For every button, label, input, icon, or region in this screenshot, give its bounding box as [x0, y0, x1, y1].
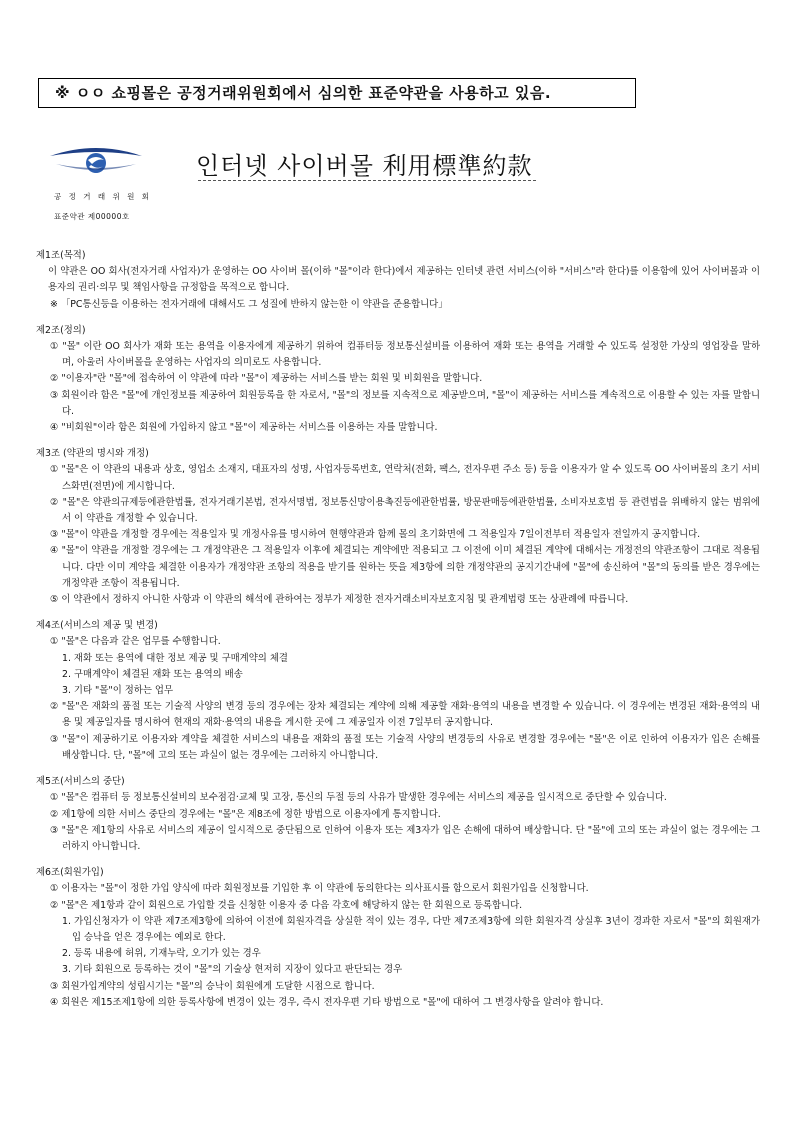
article-clause: 3. 기타 회원으로 등록하는 것이 "몰"의 기술상 현저히 지장이 있다고 판단되는 경우: [62, 964, 403, 976]
article-clause: ① "몰"은 다음과 같은 업무를 수행합니다.: [50, 636, 221, 648]
article-clause: ⑤ 이 약관에서 정하지 아니한 사항과 이 약관의 해석에 관하여는 정부가 제정한 전자거래소비자보호지침 및 관계법령 또는 상관례에 따릅니다.: [50, 594, 629, 606]
org-name: 공 정 거 래 위 원 회: [54, 192, 152, 201]
article-clause: ④ "몰"이 약관을 개정할 경우에는 그 개정약관은 그 적용일자 이후에 체결되는 계약에만 적용되고 그 이전에 이미 체결된 계약에 대해서는 개정전의 약관조항이 그대로 적용됩니다. 다만 이미 계약을 체결한 이용자가 개정약관 조항의 적용을 받기를 원하는 뜻을 제3항에 의한 개정약관의 공지기간내에 "몰"에 송신하여 "몰"의 동의를 받은 경우에는 개정약관 조항이 적용됩니다.: [50, 545, 760, 589]
standard-terms-notice: ※ ㅇㅇ 쇼핑몰은 공정거래위원회에서 심의한 표준약관을 사용하고 있음.: [38, 78, 636, 108]
article-clause: 2. 등록 내용에 허위, 기재누락, 오기가 있는 경우: [62, 948, 261, 960]
article-clause: ① "몰" 이란 OO 회사가 재화 또는 용역을 이용자에게 제공하기 위하여 컴퓨터등 정보통신설비를 이용하여 재화 또는 용역을 거래할 수 있도록 설정한 가상의 영업장을 말하며, 아울러 사이버몰을 운영하는 사업자의 의미로도 사용합니다.: [50, 341, 760, 369]
ftc-logo: [46, 142, 146, 178]
article-clause: 이 약관은 OO 회사(전자거래 사업자)가 운영하는 OO 사이버 몰(이하 "몰"이라 한다)에서 제공하는 인터넷 관련 서비스(이하 "서비스"라 한다)를 이용함에 있어 사이버몰과 이용자의 권리·의무 및 책임사항을 규정함을 목적으로 합니다.: [48, 266, 760, 294]
article-3: [36, 446, 760, 608]
article-clause: 1. 가입신청자가 이 약관 제7조제3항에 의하여 이전에 회원자격을 상실한 적이 있는 경우, 다만 제7조제3항에 의한 회원자격 상실후 3년이 경과한 자로서 "몰"의 회원재가입 승낙을 얻은 경우에는 예외로 한다.: [62, 915, 760, 943]
article-clause: 3. 기타 "몰"이 정하는 업무: [62, 685, 173, 697]
article-clause: ③ "몰"이 제공하기로 이용자와 계약을 체결한 서비스의 내용을 재화의 품절 또는 기술적 사양의 변경등의 사유로 변경할 경우에는 "몰"은 이로 인하여 이용자가 입은 손해를 배상합니다. 단, "몰"에 고의 또는 과실이 없는 경우에는 그러하지 아니합니다.: [50, 733, 760, 761]
article-clause: ② "몰"은 재화의 품절 또는 기술적 사양의 변경 등의 경우에는 장차 체결되는 계약에 의해 제공할 재화·용역의 내용을 변경할 수 있습니다. 이 경우에는 변경된 재화·용역의 내용 및 제공일자를 명시하여 현재의 재화·용역의 내용을 게시한 곳에 그 제공일자 이전 7일부터 공지합니다.: [50, 701, 760, 729]
page-title: 인터넷 사이버몰 利用標準約款: [196, 152, 533, 180]
article-clause: ③ 회원이라 함은 "몰"에 개인정보를 제공하여 회원등록을 한 자로서, "몰"의 정보를 지속적으로 제공받으며, "몰"이 제공하는 서비스를 계속적으로 이용할 수 있는 자를 말합니다.: [50, 389, 760, 417]
article-clause: ② "몰"은 약관의규제등에관한법률, 전자거래기본법, 전자서명법, 정보통신망이용촉진등에관한법률, 방문판매등에관한법률, 소비자보호법 등 관련법을 위배하지 않는 범위에서 이 약관을 개정할 수 있습니다.: [50, 496, 760, 525]
article-clause: 1. 재화 또는 용역에 대한 정보 제공 및 구매계약의 체결: [62, 652, 288, 664]
article-5: [36, 774, 760, 855]
article-clause: ③ "몰"은 제1항의 사유로 서비스의 제공이 일시적으로 중단됨으로 인하여 이용자 또는 제3자가 입은 손해에 대하여 배상합니다. 단 "몰"에 고의 또는 과실이 없는 경우에는 그러하지 아니합니다.: [50, 824, 760, 852]
article-heading: 제5조(서비스의 중단): [36, 776, 125, 788]
article-clause: ③ "몰"이 약관을 개정할 경우에는 적용일자 및 개정사유를 명시하여 현행약관과 함께 몰의 초기화면에 그 적용일자 7일이전부터 적용일자 전일까지 공지합니다.: [50, 529, 701, 541]
article-heading: 제3조 (약관의 명시와 개정): [36, 448, 149, 460]
article-6: [36, 865, 760, 1011]
article-heading: 제4조(서비스의 제공 및 변경): [36, 620, 158, 632]
article-heading: 제2조(정의): [36, 324, 86, 336]
article-clause: ② "몰"은 제1항과 같이 회원으로 가입할 것을 신청한 이용자 중 다음 각호에 해당하지 않는 한 회원으로 등록합니다.: [50, 899, 523, 911]
article-heading: 제6조(회원가입): [36, 867, 104, 879]
article-clause: ② 제1항에 의한 서비스 중단의 경우에는 "몰"은 제8조에 정한 방법으로 이용자에게 통지합니다.: [50, 808, 441, 820]
article-clause: ② "이용자"란 "몰"에 접속하여 이 약관에 따라 "몰"이 제공하는 서비스를 받는 회원 및 비회원을 말합니다.: [50, 373, 483, 385]
standard-number: 표준약관 제00000호: [54, 212, 130, 221]
article-clause: ① "몰"은 컴퓨터 등 정보통신설비의 보수점검·교체 및 고장, 통신의 두절 등의 사유가 발생한 경우에는 서비스의 제공을 일시적으로 중단할 수 있습니다.: [50, 792, 667, 804]
article-clause: ① "몰"은 이 약관의 내용과 상호, 영업소 소재지, 대표자의 성명, 사업자등록번호, 연락처(전화, 팩스, 전자우편 주소 등) 등을 이용자가 알 수 있도록 OO 사이버몰의 초기 서비스화면(전면)에 게시합니다.: [50, 464, 760, 492]
article-clause: ④ "비회원"이라 함은 회원에 가입하지 않고 "몰"이 제공하는 서비스를 이용하는 자를 말합니다.: [50, 422, 438, 434]
article-heading: 제1조(목적): [36, 250, 86, 261]
article-clause: ③ 회원가입계약의 성립시기는 "몰"의 승낙이 회원에게 도달한 시점으로 합니다.: [50, 980, 375, 992]
article-clause: ④ 회원은 제15조제1항에 의한 등록사항에 변경이 있는 경우, 즉시 전자우편 기타 방법으로 "몰"에 대하여 그 변경사항을 알려야 합니다.: [50, 996, 604, 1008]
title-underline: [198, 180, 536, 181]
article-clause: 2. 구매계약이 체결된 재화 또는 용역의 배송: [62, 668, 243, 680]
article-clause: ① 이용자는 "몰"이 정한 가입 양식에 따라 회원정보를 기입한 후 이 약관에 동의한다는 의사표시를 함으로서 회원가입을 신청합니다.: [50, 883, 589, 895]
article-1: [36, 248, 760, 313]
article-4: [36, 618, 760, 764]
article-clause: ※ 「PC통신등을 이용하는 전자거래에 대해서도 그 성질에 반하지 않는한 이 약관을 준용합니다」: [50, 298, 448, 310]
terms-body: [36, 248, 760, 1021]
article-2: [36, 323, 760, 436]
